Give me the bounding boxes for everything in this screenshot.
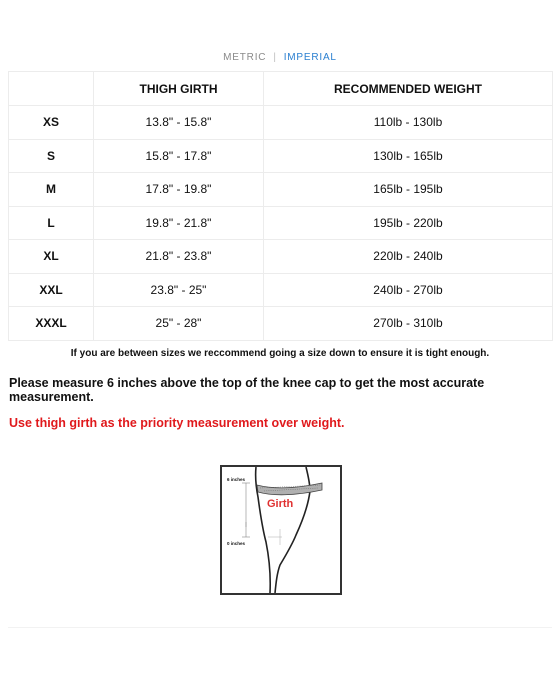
table-row (9, 173, 553, 207)
table-row (9, 106, 553, 140)
girth-cell: 25" - 28" (94, 307, 264, 341)
table-row (9, 139, 553, 173)
between-sizes-note: If you are between sizes we reccommend going a size down to ensure it is tight enough. (70, 348, 490, 359)
leg-measurement-diagram (220, 465, 342, 595)
metric-toggle[interactable]: METRIC (223, 52, 267, 63)
size-cell: XXL (9, 273, 94, 307)
girth-cell: 15.8" - 17.8" (94, 139, 264, 173)
unit-separator: | (273, 52, 277, 63)
weight-cell: 165lb - 195lb (264, 173, 553, 207)
weight-cell: 220lb - 240lb (264, 240, 553, 274)
weight-cell: 110lb - 130lb (264, 106, 553, 140)
weight-cell: 195lb - 220lb (264, 206, 553, 240)
table-header-row (9, 72, 553, 106)
girth-cell: 17.8" - 19.8" (94, 173, 264, 207)
unit-toggle (0, 52, 560, 63)
size-cell: XS (9, 106, 94, 140)
weight-cell: 130lb - 165lb (264, 139, 553, 173)
size-cell: M (9, 173, 94, 207)
imperial-toggle[interactable]: IMPERIAL (283, 52, 337, 63)
girth-label: Girth (267, 498, 294, 510)
girth-cell: 13.8" - 15.8" (94, 106, 264, 140)
table-row (9, 307, 553, 341)
size-cell: XL (9, 240, 94, 274)
girth-cell: 23.8" - 25" (94, 273, 264, 307)
girth-cell: 21.8" - 23.8" (94, 240, 264, 274)
table-row (9, 240, 553, 274)
bottom-divider (8, 627, 552, 628)
size-cell: L (9, 206, 94, 240)
zero-inches-label: 0 inches (227, 541, 246, 546)
measure-instruction: Please measure 6 inches above the top of the knee cap to get the most accurate measurement. (9, 376, 485, 404)
priority-instruction: Use thigh girth as the priority measurement over weight. (9, 416, 345, 430)
size-chart-table (8, 71, 553, 341)
header-size (9, 72, 94, 106)
girth-cell: 19.8" - 21.8" (94, 206, 264, 240)
leg-measurement-illustration-icon (222, 467, 340, 593)
size-cell: S (9, 139, 94, 173)
header-thigh-girth: THIGH GIRTH (94, 72, 264, 106)
weight-cell: 240lb - 270lb (264, 273, 553, 307)
table-row (9, 273, 553, 307)
table-row (9, 206, 553, 240)
header-recommended-weight: RECOMMENDED WEIGHT (264, 72, 553, 106)
size-cell: XXXL (9, 307, 94, 341)
weight-cell: 270lb - 310lb (264, 307, 553, 341)
six-inches-label: 6 inches (227, 477, 246, 482)
